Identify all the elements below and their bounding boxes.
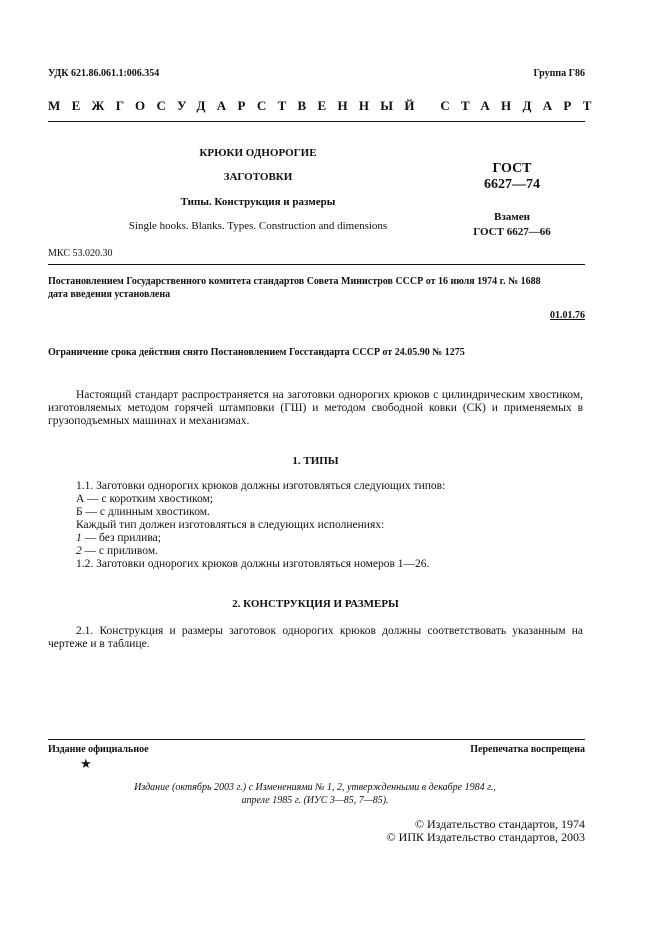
type-a: А — с коротким хвостиком; [76, 493, 213, 505]
version-1-number: 1 [76, 532, 82, 544]
title-main: КРЮКИ ОДНОРОГИЕ [199, 147, 317, 159]
replaces-standard: ГОСТ 6627—66 [473, 226, 551, 238]
replaces-label: Взамен [494, 211, 530, 223]
version-2 [76, 545, 158, 558]
title-types: Типы. Конструкция и размеры [180, 196, 336, 208]
mks-code: МКС 53.020.30 [48, 248, 113, 259]
section-2-heading: 2. КОНСТРУКЦИЯ И РАЗМЕРЫ [232, 598, 399, 610]
effective-date: 01.01.76 [550, 310, 585, 321]
type-b: Б — с длинным хвостиком. [76, 506, 210, 518]
clause-2-1: 2.1. Конструкция и размеры заготовок однорогих крюков должны соответствовать указанным на чертеже и в таблице. [48, 625, 583, 651]
title-english: Single hooks. Blanks. Types. Construction and dimensions [128, 220, 388, 232]
star-icon: ★ [80, 756, 92, 771]
versions-intro: Каждый тип должен изготовляться в следующих исполнениях: [76, 519, 385, 531]
restriction-note: Ограничение срока действия снято Постановлением Госстандарта СССР от 24.05.90 № 1275 [48, 347, 465, 358]
version-1 [76, 532, 161, 545]
gost-number: 6627—74 [484, 177, 540, 192]
edition-note-line2: апреле 1985 г. (ИУС 3—85, 7—85). [241, 795, 389, 806]
reprint-prohibited: Перепечатка воспрещена [470, 744, 585, 755]
version-2-number: 2 [76, 545, 82, 557]
standard-banner: МЕЖГОСУДАРСТВЕННЫЙ СТАНДАРТ [48, 98, 603, 113]
mks-divider [48, 264, 585, 265]
section-1-heading: 1. ТИПЫ [292, 455, 339, 467]
footer-divider [48, 739, 585, 740]
gost-label: ГОСТ [492, 161, 532, 176]
udk-code: УДК 621.86.061.1:006.354 [48, 68, 160, 79]
version-2-text: — с приливом. [81, 545, 158, 557]
clause-1-1: 1.1. Заготовки однорогих крюков должны изготовляться следующих типов: [76, 480, 446, 492]
effective-date-label: дата введения установлена [48, 289, 171, 300]
clause-1-2: 1.2. Заготовки однорогих крюков должны изготовляться номеров 1—26. [76, 558, 430, 570]
title-sub: ЗАГОТОВКИ [223, 171, 293, 183]
version-1-text: — без прилива; [81, 532, 161, 544]
copyright-2003: © ИПК Издательство стандартов, 2003 [386, 830, 585, 844]
intro-paragraph: Настоящий стандарт распространяется на заготовки однорогих крюков с цилиндрическим хвостиком, изготовляемых методом горячей штамповки (ГШ) и методом свободной ковки (СК) и применяемых в грузоподъемных машинах и механизмах. [48, 389, 583, 428]
copyright-1974: © Издательство стандартов, 1974 [414, 817, 585, 831]
decree-line: Постановлением Государственного комитета стандартов Совета Министров СССР от 16 июля 1974 г. № 1688 [48, 276, 541, 287]
official-edition: Издание официальное [48, 744, 149, 755]
edition-note-line1: Издание (октябрь 2003 г.) с Изменениями № 1, 2, утвержденными в декабре 1984 г., [134, 782, 496, 793]
group-code: Группа Г86 [533, 68, 585, 79]
banner-divider [48, 121, 585, 122]
